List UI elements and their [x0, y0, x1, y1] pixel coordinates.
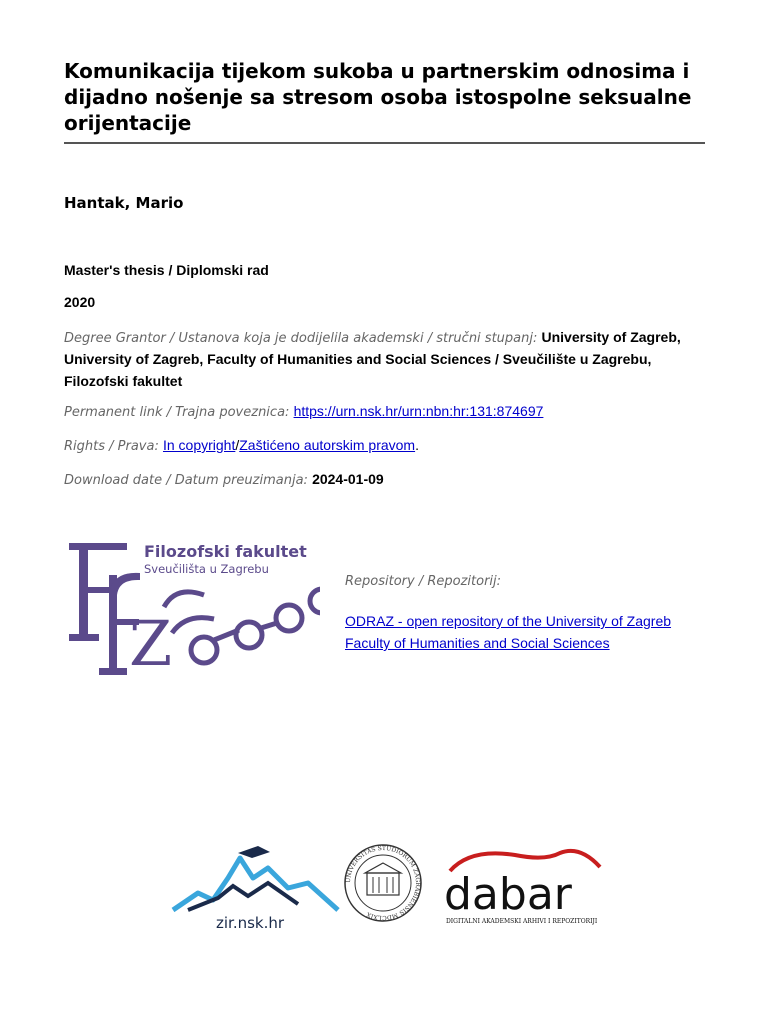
svg-text:Z: Z [129, 607, 173, 680]
graduation-cap-icon [238, 846, 270, 858]
degree-grantor [64, 327, 704, 393]
degree-grantor-value: University of Zagreb, University of Zagreb, Faculty of Humanities and Social Sciences / Sveučilište u Zagrebu, Filozofski fakultet [64, 329, 681, 389]
rights-link-copyright[interactable]: In copyright [162, 437, 236, 453]
rights-link-zasticeno[interactable]: Zaštićeno autorskim pravom [239, 437, 416, 453]
permanent-link-label: Permanent link / Trajna poveznica: [64, 405, 290, 420]
ffzg-subtitle: Sveučilišta u Zagrebu [144, 562, 269, 576]
document-year [64, 292, 704, 314]
permanent-link-url[interactable]: https://urn.nsk.hr/urn:nbn:hr:131:874697 [293, 403, 544, 419]
rights [64, 435, 704, 457]
dabar-label: dabar [444, 869, 572, 920]
rights-label: Rights / Prava: [64, 439, 159, 454]
dabar-logo [440, 843, 604, 928]
university-seal [343, 843, 423, 923]
rights-end: . [415, 437, 419, 453]
beaver-tail-icon [450, 851, 600, 871]
building-icon [367, 873, 399, 895]
ffzg-logo [64, 535, 320, 680]
download-date-label: Download date / Datum preuzimanja: [64, 473, 308, 488]
title-divider [64, 142, 705, 144]
download-date [64, 469, 704, 491]
document-year-value: 2020 [64, 294, 96, 310]
repository-link[interactable]: ODRAZ - open repository of the University of Zagreb Faculty of Humanities and Social Sciences [345, 613, 672, 651]
zir-logo [168, 838, 343, 933]
document-type [64, 260, 704, 282]
permanent-link [64, 401, 704, 423]
author-name: Hantak, Mario [64, 194, 184, 212]
dabar-subtitle: DIGITALNI AKADEMSKI ARHIVI I REPOZITORIJI [446, 918, 598, 925]
document-type-value: Master's thesis / Diplomski rad [64, 262, 269, 278]
download-date-value: 2024-01-09 [312, 471, 384, 487]
rights-separator: / [235, 437, 240, 453]
repository-link-wrapper [345, 610, 685, 654]
document-title: Komunikacija tijekom sukoba u partnerskim odnosima i dijadno nošenje sa stresom osoba istospolne seksualne orijentacije [64, 59, 692, 135]
seal-text: UNIVERSITAS STUDIORUM ZAGRABIENSIS MDCLXIX [344, 844, 422, 922]
zir-label: zir.nsk.hr [216, 914, 285, 932]
ffzg-name: Filozofski fakultet [144, 542, 307, 561]
degree-grantor-label: Degree Grantor / Ustanova koja je dodijelila akademski / stručni stupanj: [64, 331, 538, 346]
repository-label: Repository / Repozitorij: [345, 574, 502, 589]
